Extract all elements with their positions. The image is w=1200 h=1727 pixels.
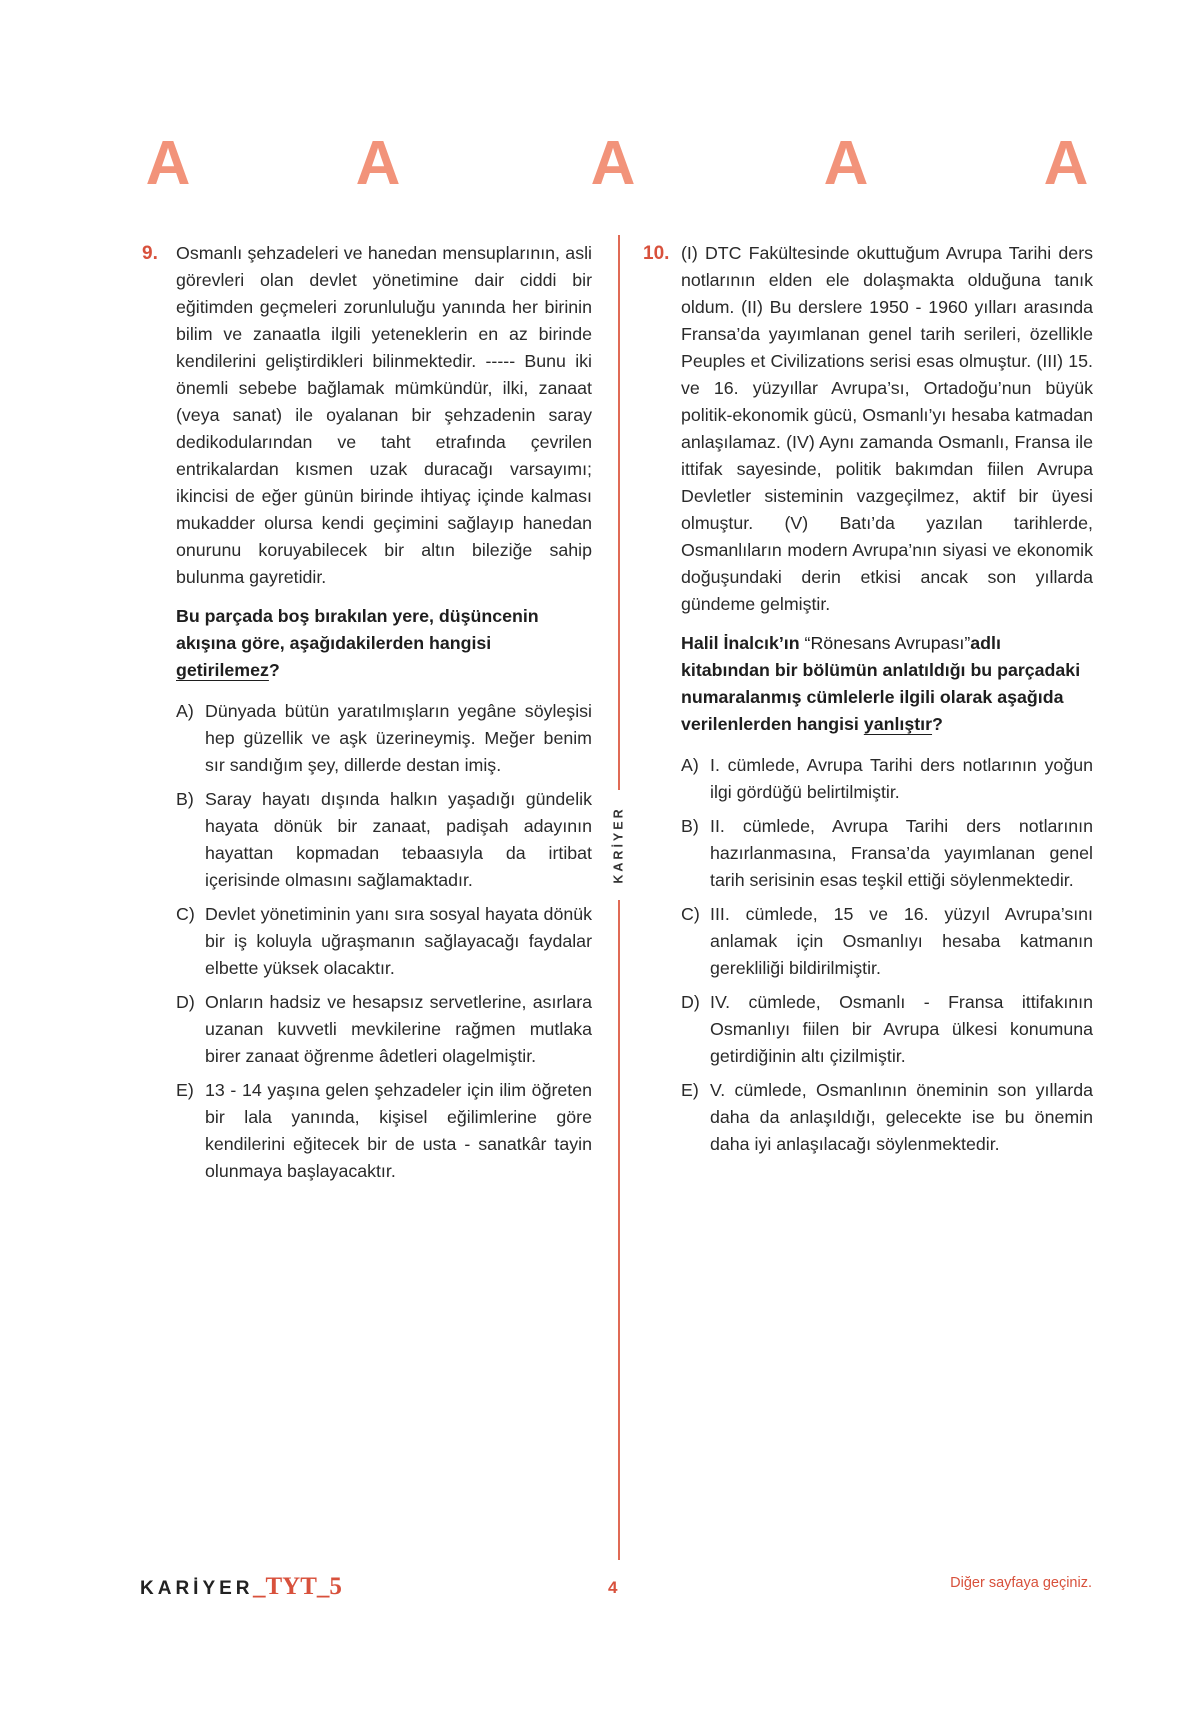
passage-text: (I) DTC Fakültesinde okuttuğum Avrupa Tarihi ders notlarının elden ele dolaşmakta olduğuna tanık oldum. (II) Bu derslere 1950 - 1960 yılları arasında Fransa’da yayımlanan genel tarih serileri, özellikle Peuples et Civilizations serisi esas olmuştur. (III) 15. ve 16. yüzyıllar Avrupa’sı, Ortadoğu’nun büyük politik-ekonomik gücü, Osmanlı’yı hesaba katmadan anlaşılamaz. (IV) Aynı zamanda Osmanlı, Fransa ile ittifak sayesinde, politik bakımdan fiilen Avrupa Devletler sisteminin vazgeçilmez, aktif bir üyesi olmuştur. (V) Batı’da yazılan tarihlerde, Osmanlıların modern Avrupa’nın siyasi ve ekonomik doğuşundaki derin etkisi ancak son yıllarda gündeme gelmiştir. — [681, 243, 1093, 614]
question-10-stem: Halil İnalcık’ın “Rönesans Avrupası”adlı kitabından bir bölümün anlatıldığı bu parçadaki numaralanmış cümlelerle ilgili olarak aşağıda verilenlerden hangisi yanlıştır? — [681, 633, 1081, 734]
option-e[interactable] — [142, 1077, 592, 1185]
option-a[interactable] — [142, 698, 592, 779]
option-d[interactable] — [645, 989, 1093, 1070]
booklet-letter-a — [140, 136, 196, 188]
option-text: V. cümlede, Osmanlının öneminin son yıllarda daha da anlaşıldığı, gelecekte ise bu önemin daha iyi anlaşılacağı söylenmektedir. — [710, 1080, 1093, 1154]
svg-text:A: A — [823, 136, 869, 188]
option-letter: D) — [681, 992, 700, 1012]
option-letter: C) — [176, 904, 195, 924]
option-letter: E) — [176, 1080, 194, 1100]
option-text: I. cümlede, Avrupa Tarihi ders notlarının yoğun ilgi gördüğü belirtilmiştir. — [710, 755, 1093, 802]
option-letter: A) — [681, 755, 699, 775]
option-c[interactable] — [645, 901, 1093, 982]
option-letter: E) — [681, 1080, 699, 1100]
option-b[interactable] — [645, 813, 1093, 894]
booklet-letter-a — [350, 136, 406, 188]
booklet-letter-a — [818, 136, 874, 188]
footer-exam-code: _TYT_5 — [253, 1573, 342, 1600]
option-letter: A) — [176, 701, 194, 721]
svg-text:A: A — [590, 136, 636, 188]
question-9-options — [142, 698, 592, 1185]
option-text: Dünyada bütün yaratılmışların yegâne söyleşisi hep güzellik ve aşk üzerineymiş. Meğer benim sır sandığım şey, dillerde destan imiş. — [205, 701, 592, 775]
option-d[interactable] — [142, 989, 592, 1070]
option-letter: D) — [176, 992, 195, 1012]
question-10 — [645, 240, 1093, 1165]
question-10-passage — [645, 240, 1093, 618]
option-text: IV. cümlede, Osmanlı - Fransa ittifakının Osmanlıyı fiilen bir Avrupa ülkesi konumuna getirdiğinin altı çizilmiştir. — [710, 992, 1093, 1066]
question-9-passage — [142, 240, 592, 591]
passage-text: Osmanlı şehzadeleri ve hanedan mensuplarının, asli görevleri olan devlet yönetimine dair ciddi bir eğitimden geçmeleri zorunluluğu yanında her birinin bilim ve zanaatla ilgili yeteneklerin en az birinde kendilerini geliştirdikleri bilinmektedir. ----- Bunu iki önemli sebebe bağlamak mümkündür, ilki, zanaat (veya sanat) ile oyalanan bir şehzadenin saray dedikodularından ve taht etrafında çevrilen entrikalardan kısmen uzak duracağı varsayımı; ikincisi de eğer günün birinde ihtiyaç içinde kalması mukadder olursa kendi geçimini sağlayıp hanedan onurunu koruyabilecek bir altın bileziğe sahip bulunma gayretidir. — [176, 243, 592, 587]
question-10-options — [645, 752, 1093, 1158]
question-number: 9. — [142, 243, 158, 264]
next-page-note: Diğer sayfaya geçiniz. — [950, 1575, 1092, 1591]
option-text: Devlet yönetiminin yanı sıra sosyal hayata dönük bir iş koluyla uğraşmanın sağlayacağı faydalar elbette yüksek olacaktır. — [205, 904, 592, 978]
question-9-stem: Bu parçada boş bırakılan yere, düşüncenin akışına göre, aşağıdakilerden hangisi getirilemez? — [176, 606, 539, 680]
option-text: Onların hadsiz ve hesapsız servetlerine, asırlara uzanan kuvvetli mevkilerine rağmen mutlaka birer zanaat öğrenme âdetleri olagelmiştir. — [205, 992, 592, 1066]
negative-keyword: getirilemez — [176, 660, 269, 680]
negative-keyword: yanlıştır — [863, 714, 933, 734]
page-number: 4 — [608, 1578, 618, 1597]
option-text: Saray hayatı dışında halkın yaşadığı gündelik hayata dönük bir zanaat, padişah adayının hayattan kopmadan tebaasıyla da irtibat içerisinde olmasını sağlamaktadır. — [205, 789, 592, 890]
booklet-letter-a — [585, 136, 641, 188]
footer-brand-logo: KARİYER — [140, 1578, 254, 1599]
divider-brand-logo: KARİYER — [609, 790, 629, 900]
question-9 — [142, 240, 592, 1192]
option-e[interactable] — [645, 1077, 1093, 1158]
option-b[interactable] — [142, 786, 592, 894]
svg-text:A: A — [355, 136, 401, 188]
option-c[interactable] — [142, 901, 592, 982]
option-a[interactable] — [645, 752, 1093, 806]
svg-text:A: A — [145, 136, 191, 188]
option-text: 13 - 14 yaşına gelen şehzadeler için ilim öğreten bir lala yanında, kişisel eğilimlerine göre kendilerini eğitecek bir de usta - sanatkâr tayin olunmaya başlayacaktır. — [205, 1080, 592, 1181]
option-letter: C) — [681, 904, 700, 924]
question-number: 10. — [643, 243, 670, 264]
option-letter: B) — [681, 816, 699, 836]
option-text: II. cümlede, Avrupa Tarihi ders notlarının hazırlanmasına, Fransa’da yayımlanan genel tarih serisinin esas teşkil ettiği söylenmektedir. — [710, 816, 1093, 890]
booklet-letter-a — [1038, 136, 1094, 188]
option-text: III. cümlede, 15 ve 16. yüzyıl Avrupa’sını anlamak için Osmanlıyı hesaba katmanın gerekliliği bildirilmiştir. — [710, 904, 1093, 978]
option-letter: B) — [176, 789, 194, 809]
svg-text:A: A — [1043, 136, 1089, 188]
